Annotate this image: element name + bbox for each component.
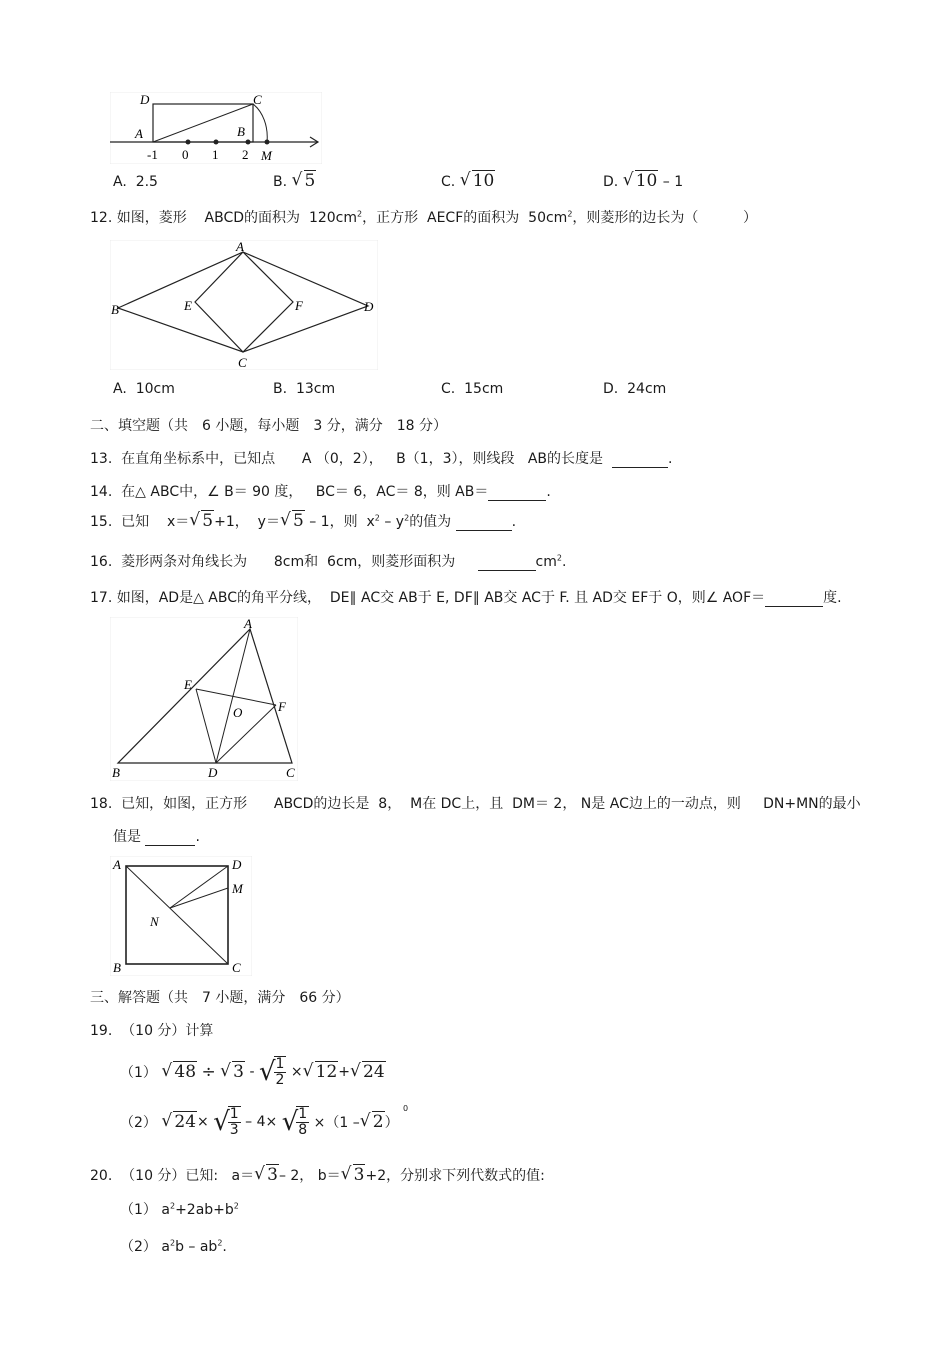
label-C: C: [253, 92, 262, 107]
sqrt: √ 12: [303, 1063, 339, 1081]
answer-blank[interactable]: [456, 516, 512, 531]
q11-option-d[interactable]: D. √ 10 – 1: [603, 172, 683, 190]
label-F: F: [295, 298, 303, 313]
label-D: D: [232, 857, 242, 872]
q12-rhombus-figure: [110, 240, 378, 370]
label-M: M: [261, 148, 272, 163]
q11-number-line-figure: [110, 92, 322, 164]
label-E: E: [184, 677, 192, 692]
label-C: C: [238, 355, 247, 370]
q11-option-a[interactable]: A. 2.5: [113, 174, 158, 190]
label-B: B: [237, 124, 245, 139]
sqrt: √ 5: [292, 172, 317, 190]
q20-part1: （1） $a^2+2ab+b^2$: [120, 1201, 239, 1218]
section-2-heading: 二、填空题（共 6 小题，每小题 3 分，满分 18 分）: [90, 418, 447, 434]
q20-part2: （2） $a^2b - ab^2$.: [120, 1238, 227, 1255]
label-B: B: [111, 302, 119, 317]
tick-1: 1: [212, 147, 219, 162]
q17-triangle-figure: [110, 617, 298, 781]
tick-2: 2: [242, 147, 249, 162]
sqrt: √ 5: [189, 512, 214, 530]
q18-square-figure: [110, 856, 252, 976]
q20-stem: 20. （10 分）已知: a＝√ 3– 2， b＝√ 3+2，分别求下列代数式的值:: [90, 1165, 545, 1185]
q19-part1: （1） √ 48 ÷ √ 3 - √ $\frac{1}{2}$ ×√ 12+√ 24: [120, 1054, 386, 1090]
q12-option-b[interactable]: B. 13cm: [273, 381, 336, 397]
q11-option-c[interactable]: C. √ 10: [441, 172, 495, 190]
sqrt: √ 48: [161, 1063, 197, 1081]
label-B: B: [113, 960, 121, 975]
sqrt: √ 3: [341, 1166, 366, 1184]
q19-part2: （2） √ 24× √ $\frac{1}{3}$ – 4× √ $\frac{1}{8}$ ×（1 –√ 2） $^0$: [120, 1104, 408, 1140]
tick-0: 0: [182, 147, 189, 162]
label-A: A: [113, 857, 121, 872]
answer-blank[interactable]: [765, 592, 823, 607]
q12-option-c[interactable]: C. 15cm: [441, 381, 504, 397]
answer-blank[interactable]: [145, 831, 195, 846]
q17: 17. 如图，AD是△ ABC的角平分线， DE∥ AC交 AB于 E, DF∥ AB交 AC于 F. 且 AD交 EF于 O，则∠ AOF＝ 度.: [90, 590, 842, 606]
label-A: A: [244, 617, 252, 631]
q19-stem: 19. （10 分）计算: [90, 1023, 214, 1039]
sqrt: √ 2: [360, 1113, 385, 1131]
q18-line1: 18. 已知，如图，正方形 ABCD的边长是 8， M在 DC上，且 DM＝ 2， N是 AC边上的一动点，则 DN+MN的最小: [90, 796, 861, 812]
answer-blank[interactable]: [488, 486, 546, 501]
label-B: B: [112, 765, 120, 780]
answer-blank[interactable]: [612, 453, 668, 468]
sqrt: √ 3: [254, 1166, 279, 1184]
label-M: M: [232, 881, 243, 896]
q13: 13. 在直角坐标系中，已知点 A （0，2）， B（1，3），则线段 AB的长度是 .: [90, 451, 673, 467]
sqrt: √ 5: [280, 512, 305, 530]
sqrt: √ 24: [350, 1063, 386, 1081]
sqrt: √ 3: [220, 1063, 245, 1081]
q12-stem: 12. 如图，菱形 ABCD的面积为 $120cm^2$，正方形 AECF的面积为 $50cm^2$，则菱形的边长为（ ）: [90, 209, 757, 226]
q18-line2: 值是 .: [113, 829, 200, 845]
label-N: N: [150, 914, 159, 929]
tick-neg1: -1: [147, 147, 158, 162]
label-O: O: [233, 705, 243, 720]
q14: 14. 在△ ABC中，∠ B＝ 90 度， BC＝ 6，AC＝ 8，则 AB＝ .: [90, 484, 551, 500]
q11-option-b[interactable]: B. √ 5: [273, 172, 316, 190]
sqrt: √ 10: [460, 172, 496, 190]
label-D: D: [364, 299, 374, 314]
label-A: A: [135, 126, 143, 141]
label-D: D: [208, 765, 218, 780]
label-A: A: [236, 240, 244, 254]
sqrt: √ 10: [623, 172, 659, 190]
section-3-heading: 三、解答题（共 7 小题，满分 66 分）: [90, 990, 350, 1006]
label-F: F: [278, 699, 286, 714]
label-C: C: [232, 960, 241, 975]
label-D: D: [140, 92, 150, 107]
sqrt: √ 24: [161, 1113, 197, 1131]
q16: 16. 菱形两条对角线长为 8cm和 6cm，则菱形面积为 $cm^2$.: [90, 553, 567, 570]
label-E: E: [184, 298, 192, 313]
q12-option-d[interactable]: D. 24cm: [603, 381, 667, 397]
q15: 15. 已知 x＝√ 5+1， y＝√ 5 – 1，则 $x^2 - y^2$的值为 .: [90, 511, 516, 531]
answer-blank[interactable]: [478, 556, 536, 571]
q12-option-a[interactable]: A. 10cm: [113, 381, 175, 397]
label-C: C: [286, 765, 295, 780]
